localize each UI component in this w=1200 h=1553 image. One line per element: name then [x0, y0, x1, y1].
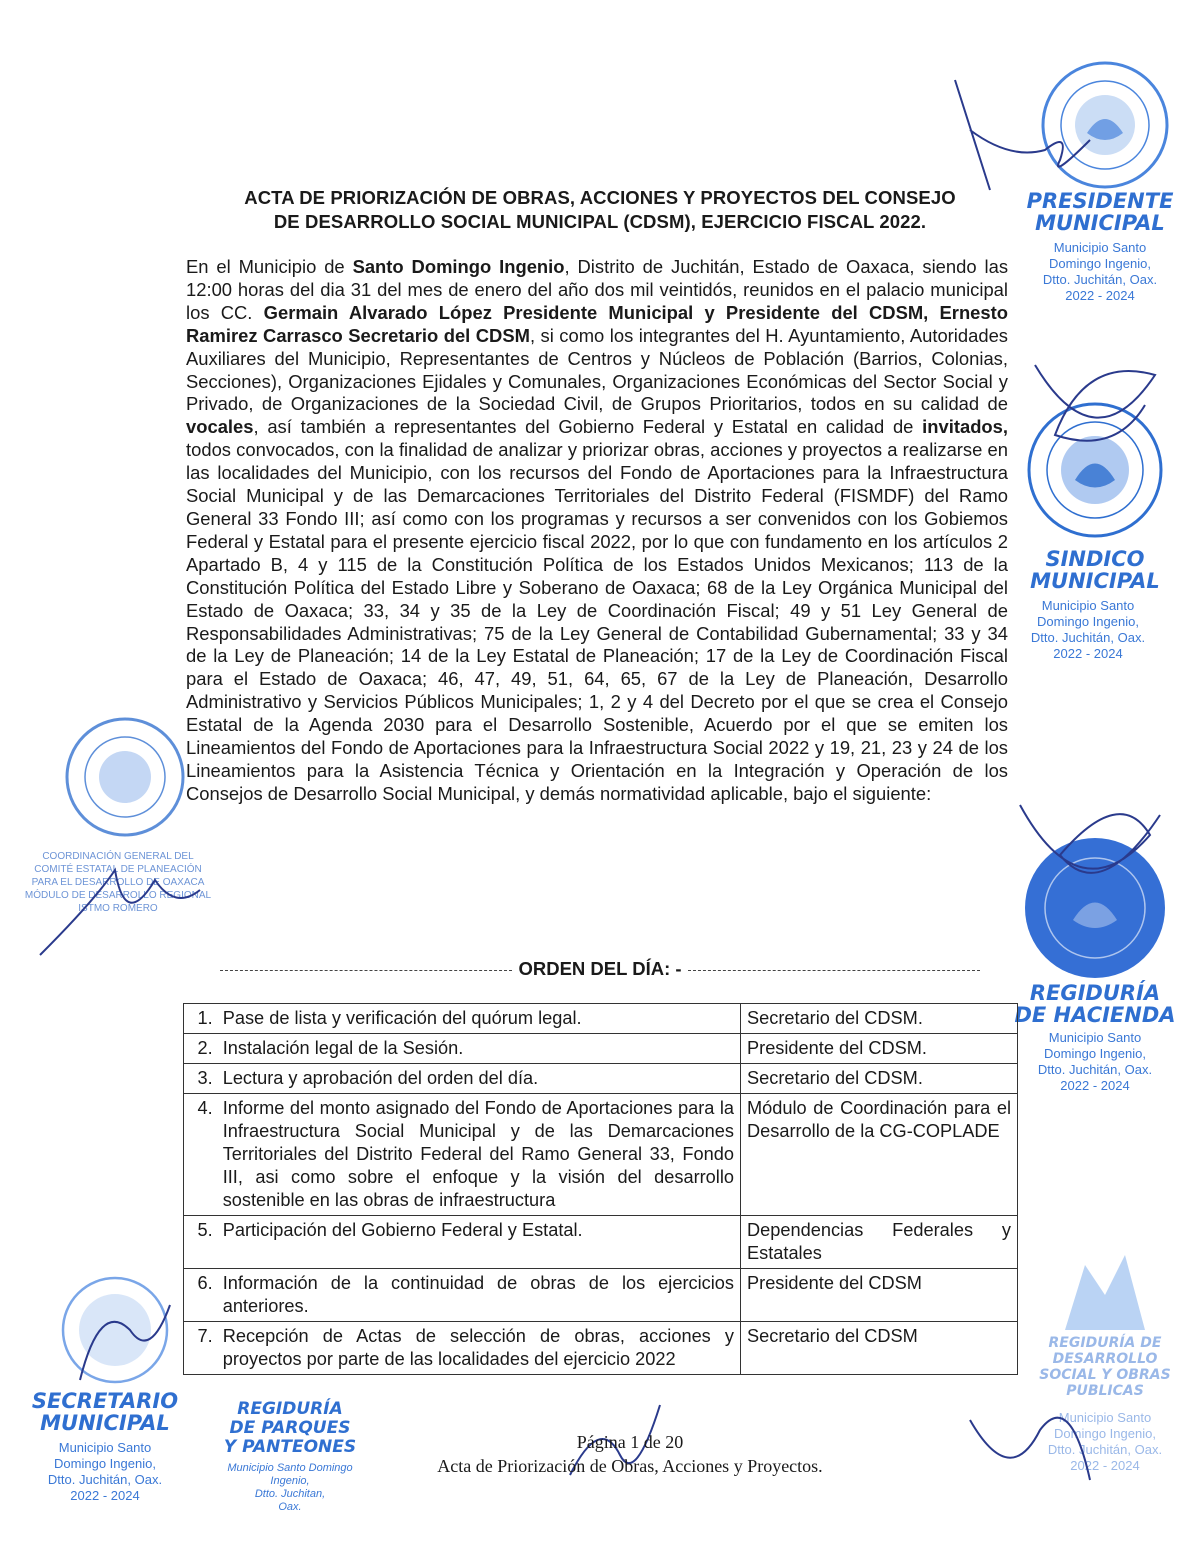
orden-del-dia-heading — [220, 958, 980, 980]
coplade-seal — [60, 712, 190, 842]
agenda-number: 2. — [184, 1034, 217, 1064]
presidente-seal-sub: Municipio Santo Domingo Ingenio, Dtto. Juchitán, Oax. 2022 - 2024 — [1042, 240, 1158, 303]
panteones-seal-title: REGIDURÍA DE PARQUES Y PANTEONES — [223, 1399, 357, 1457]
obras-seal — [1045, 1235, 1165, 1345]
agenda-number: 1. — [184, 1004, 217, 1034]
agenda-item-description: Recepción de Actas de selección de obras, acciones y proyectos por parte de las localidades del ejercicio 2022 — [217, 1322, 741, 1375]
agenda-row — [184, 1216, 1018, 1269]
document-title — [185, 186, 1015, 234]
secretario-seal — [55, 1270, 175, 1390]
agenda-table — [183, 1003, 1018, 1375]
agenda-number: 4. — [184, 1094, 217, 1216]
dash-rule-right — [688, 970, 980, 971]
sindico-seal-sub: Municipio Santo Domingo Ingenio, Dtto. Juchitán, Oax. 2022 - 2024 — [1030, 598, 1146, 661]
agenda-row — [184, 1004, 1018, 1034]
agenda-item-responsible: Secretario del CDSM. — [741, 1004, 1018, 1034]
agenda-item-description: Instalación legal de la Sesión. — [217, 1034, 741, 1064]
agenda-item-description: Informe del monto asignado del Fondo de Aportaciones para la Infraestructura Social Municipal y de las Demarcaciones Territoriales del Distrito Federal del Ramo General 33, Fondo III, asi como sobre el enfoque y la visión del desarrollo sostenible en las obras de infraestructura — [217, 1094, 741, 1216]
agenda-item-description: Pase de lista y verificación del quórum legal. — [217, 1004, 741, 1034]
title-line-2: DE DESARROLLO SOCIAL MUNICIPAL (CDSM), EJERCICIO FISCAL 2022. — [273, 211, 927, 232]
agenda-row — [184, 1034, 1018, 1064]
sindico-seal-title: SINDICO MUNICIPAL — [1030, 547, 1160, 593]
agenda-number: 3. — [184, 1064, 217, 1094]
sindico-seal — [1020, 395, 1170, 545]
agenda-item-responsible: Presidente del CDSM. — [741, 1034, 1018, 1064]
dash-rule-left — [220, 970, 512, 971]
agenda-item-responsible: Módulo de Coordinación para el Desarrollo de la CG-COPLADE — [741, 1094, 1018, 1216]
presidente-seal-title: PRESIDENTE MUNICIPAL — [1026, 189, 1174, 235]
title-line-1: ACTA DE PRIORIZACIÓN DE OBRAS, ACCIONES Y PROYECTOS DEL CONSEJO — [244, 187, 956, 208]
coplade-seal-text: COORDINACIÓN GENERAL DEL COMITÉ ESTATAL DE PLANEACIÓN PARA EL DESARROLLO DE OAXACA MÓDULO DE DESARROLLO REGIONAL ISTMO ROMERO — [24, 851, 212, 914]
page-number: Página 1 de 20 — [576, 1432, 684, 1452]
secretario-seal-sub: Municipio Santo Domingo Ingenio, Dtto. Juchitán, Oax. 2022 - 2024 — [47, 1440, 163, 1503]
agenda-row — [184, 1064, 1018, 1094]
page-footer — [300, 1430, 960, 1478]
hacienda-seal-title: REGIDURÍA DE HACIENDA — [1014, 981, 1176, 1027]
hacienda-seal-sub: Municipio Santo Domingo Ingenio, Dtto. Juchitán, Oax. 2022 - 2024 — [1037, 1030, 1153, 1093]
agenda-number: 6. — [184, 1269, 217, 1322]
presidente-seal — [1035, 55, 1175, 195]
hacienda-seal — [1015, 830, 1175, 985]
agenda-item-description: Participación del Gobierno Federal y Estatal. — [217, 1216, 741, 1269]
agenda-row — [184, 1269, 1018, 1322]
agenda-item-description: Lectura y aprobación del orden del día. — [217, 1064, 741, 1094]
footer-title: Acta de Priorización de Obras, Acciones y Proyectos. — [437, 1456, 823, 1476]
agenda-item-description: Información de la continuidad de obras de los ejercicios anteriores. — [217, 1269, 741, 1322]
panteones-seal-sub: Municipio Santo Domingo Ingenio, Dtto. Juchitan, Oax. — [227, 1462, 353, 1513]
secretario-seal-title: SECRETARIO MUNICIPAL — [31, 1389, 179, 1435]
agenda-item-responsible: Presidente del CDSM — [741, 1269, 1018, 1322]
agenda-item-responsible: Secretario del CDSM — [741, 1322, 1018, 1375]
agenda-item-responsible: Dependencias Federales y Estatales — [741, 1216, 1018, 1269]
agenda-row — [184, 1094, 1018, 1216]
orden-del-dia-label: ORDEN DEL DÍA: - — [518, 958, 682, 979]
agenda-number: 7. — [184, 1322, 217, 1375]
body-paragraph: En el Municipio de Santo Domingo Ingenio, Distrito de Juchitán, Estado de Oaxaca, siendo las 12:00 horas del dia 31 del mes de enero del año dos mil veintidós, reunidos en el palacio municipal los CC. Germain Alvarado López Presidente Municipal y Presidente del CDSM, Ernesto Ramirez Carrasco Secretario del CDSM, si como los integrantes del H. Ayuntamiento, Autoridades Auxiliares del Municipio, Representantes de Centros y Núcleos de Población (Barrios, Colonias, Secciones), Organizaciones Ejidales y Comunales, Organizaciones Económicas del Sector Social y Privado, de Organizaciones de la Sociedad Civil, de Grupos Prioritarios, todos en su calidad de vocales, así también a representantes del Gobierno Federal y Estatal en calidad de invitados, todos convocados, con la finalidad de analizar y priorizar obras, acciones y proyectos a realizarse en las localidades del Municipio, con los recursos del Fondo de Aportaciones para la Infraestructura Social Municipal y de las Demarcaciones Territoriales del Distrito Federal (FISMDF) del Ramo General 33 Fondo III; así como con los programas y recursos a ser convenidos con los Gobiemos Federal y Estatal para el presente ejercicio fiscal 2022, por lo que con fundamento en los artículos 2 Apartado B, 4 y 115 de la Constitución Política de los Estados Unidos Mexicanos; 113 de la Constitución Política del Estado Libre y Soberano de Oaxaca; 68 de la Ley Orgánica Municipal del Estado de Oaxaca; 33, 34 y 35 de la Ley de Coordinación Fiscal; 49 y 51 Ley General de Responsabilidades Administrativas; 75 de la Ley General de Contabilidad Gubernamental; 33 y 34 de la Ley de Planeación; 14 de la Ley Estatal de Planeación; 17 de la Ley de Coordinación Fiscal para el Estado de Oaxaca; 46, 47, 49, 51, 64, 65, 67 de la Ley de Planeación, Desarrollo Administrativo y Servicios Públicos Municipales; 1, 2 y 4 del Decreto por el que se crea el Consejo Estatal de la Agenda 2030 para el Desarrollo Sostenible, Acuerdo por el que se emiten los Lineamientos del Fondo de Aportaciones para la Infraestructura Social 2022 y 19, 21, 23 y 24 de los Lineamientos para la Asistencia Técnica y Orientación en la Integración y Operación de los Consejos de Desarrollo Social Municipal, y demás normatividad aplicable, bajo el siguiente: — [186, 256, 1009, 804]
agenda-row — [184, 1322, 1018, 1375]
agenda-number: 5. — [184, 1216, 217, 1269]
agenda-item-responsible: Secretario del CDSM. — [741, 1064, 1018, 1094]
obras-seal-title: REGIDURÍA DE DESARROLLO SOCIAL Y OBRAS PUBLICAS — [1039, 1335, 1171, 1399]
obras-seal-sub: Municipio Santo Domingo Ingenio, Dtto. Juchitán, Oax. 2022 - 2024 — [1047, 1410, 1163, 1473]
